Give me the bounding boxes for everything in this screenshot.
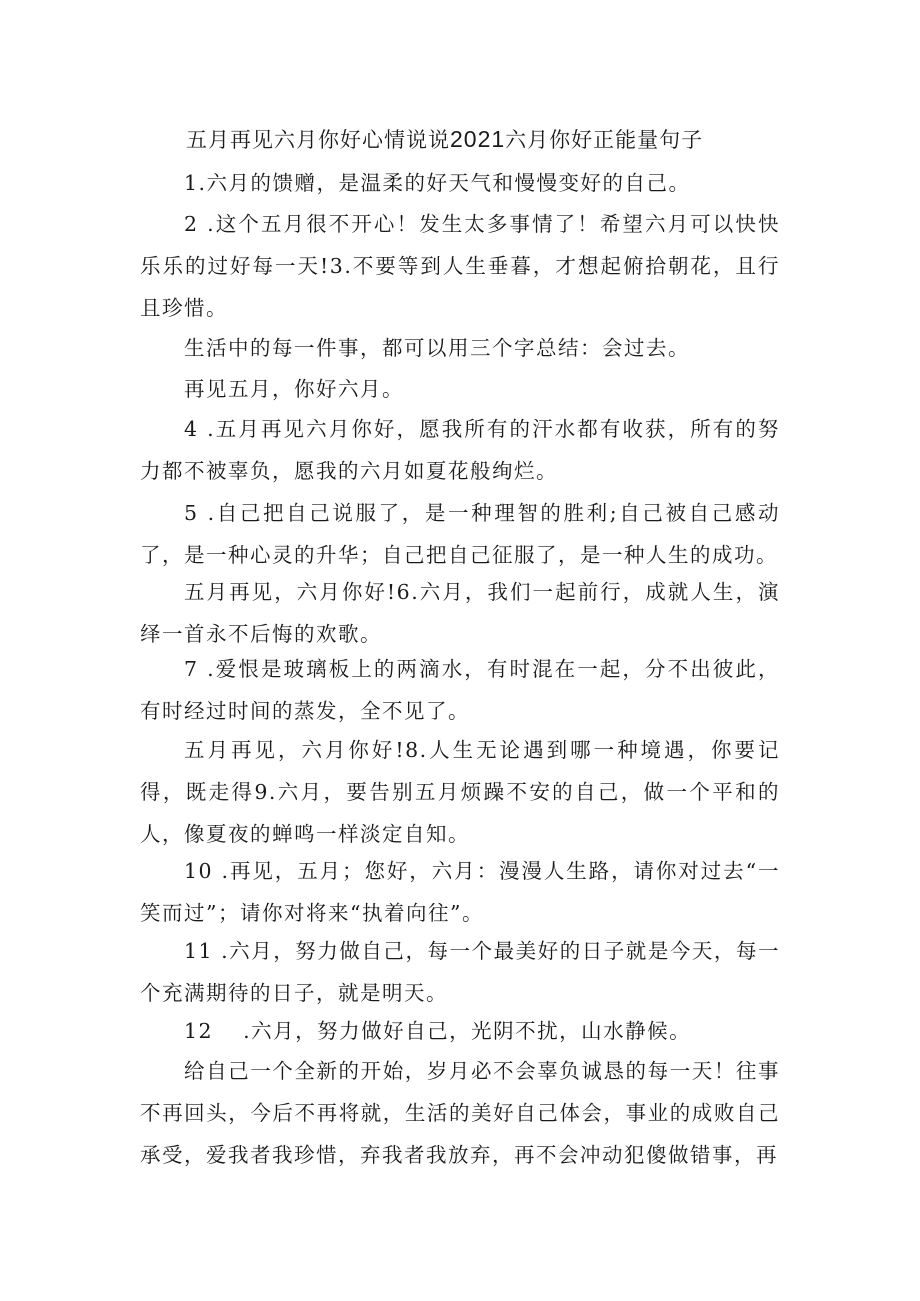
paragraph-9: 五月再见，六月你好!8.人生无论遇到哪一种境遇，你要记得，既走得9.六月，要告别五月烦躁不安的自己，做一个平和的人，像夏夜的蝉鸣一样淡定自知。 [140, 738, 780, 846]
paragraph-6: 5 .自己把自己说服了，是一种理智的胜利;自己被自己感动了，是一种心灵的升华；自己把自己征服了，是一种人生的成功。 [140, 501, 780, 567]
paragraph-10: 10 .再见，五月；您好，六月：漫漫人生路，请你对过去“一笑而过”；请你对将来“执着向往”。 [140, 859, 780, 925]
paragraph-7: 五月再见，六月你好!6.六月，我们一起前行，成就人生，演绎一首永不后悔的欢歌。 [140, 580, 780, 646]
title-suffix: 六月你好正能量句子 [505, 128, 704, 152]
title-year: 2021 [450, 126, 506, 152]
paragraph-5: 4 .五月再见六月你好，愿我所有的汗水都有收获，所有的努力都不被辜负，愿我的六月如夏花般绚烂。 [140, 417, 780, 483]
paragraph-11: 11 .六月，努力做自己，每一个最美好的日子就是今天，每一个充满期待的日子，就是明天。 [140, 939, 780, 1005]
paragraph-13: 给自己一个全新的开始，岁月必不会辜负诚恳的每一天！往事不再回头，今后不再将就，生活的美好自己体会，事业的成败自己承受，爱我者我珍惜，弃我者我放弃，再不会冲动犯傻做错事，再 [140, 1059, 780, 1167]
paragraph-4: 再见五月，你好六月。 [184, 377, 404, 401]
paragraph-12: 12 .六月，努力做好自己，光阴不扰，山水静候。 [184, 1019, 692, 1043]
paragraph-1: 1.六月的馈赠，是温柔的好天气和慢慢变好的自己。 [184, 171, 691, 195]
paragraph-2: 2 .这个五月很不开心！发生太多事情了！希望六月可以快快乐乐的过好每一天!3.不要等到人生垂暮，才想起俯拾朝花，且行且珍惜。 [140, 212, 780, 320]
paragraph-8: 7 .爱恨是玻璃板上的两滴水，有时混在一起，分不出彼此，有时经过时间的蒸发，全不见了。 [140, 657, 780, 723]
document-title [186, 124, 703, 154]
paragraph-3: 生活中的每一件事，都可以用三个字总结：会过去。 [184, 336, 690, 360]
title-prefix: 五月再见六月你好心情说说 [186, 128, 450, 152]
